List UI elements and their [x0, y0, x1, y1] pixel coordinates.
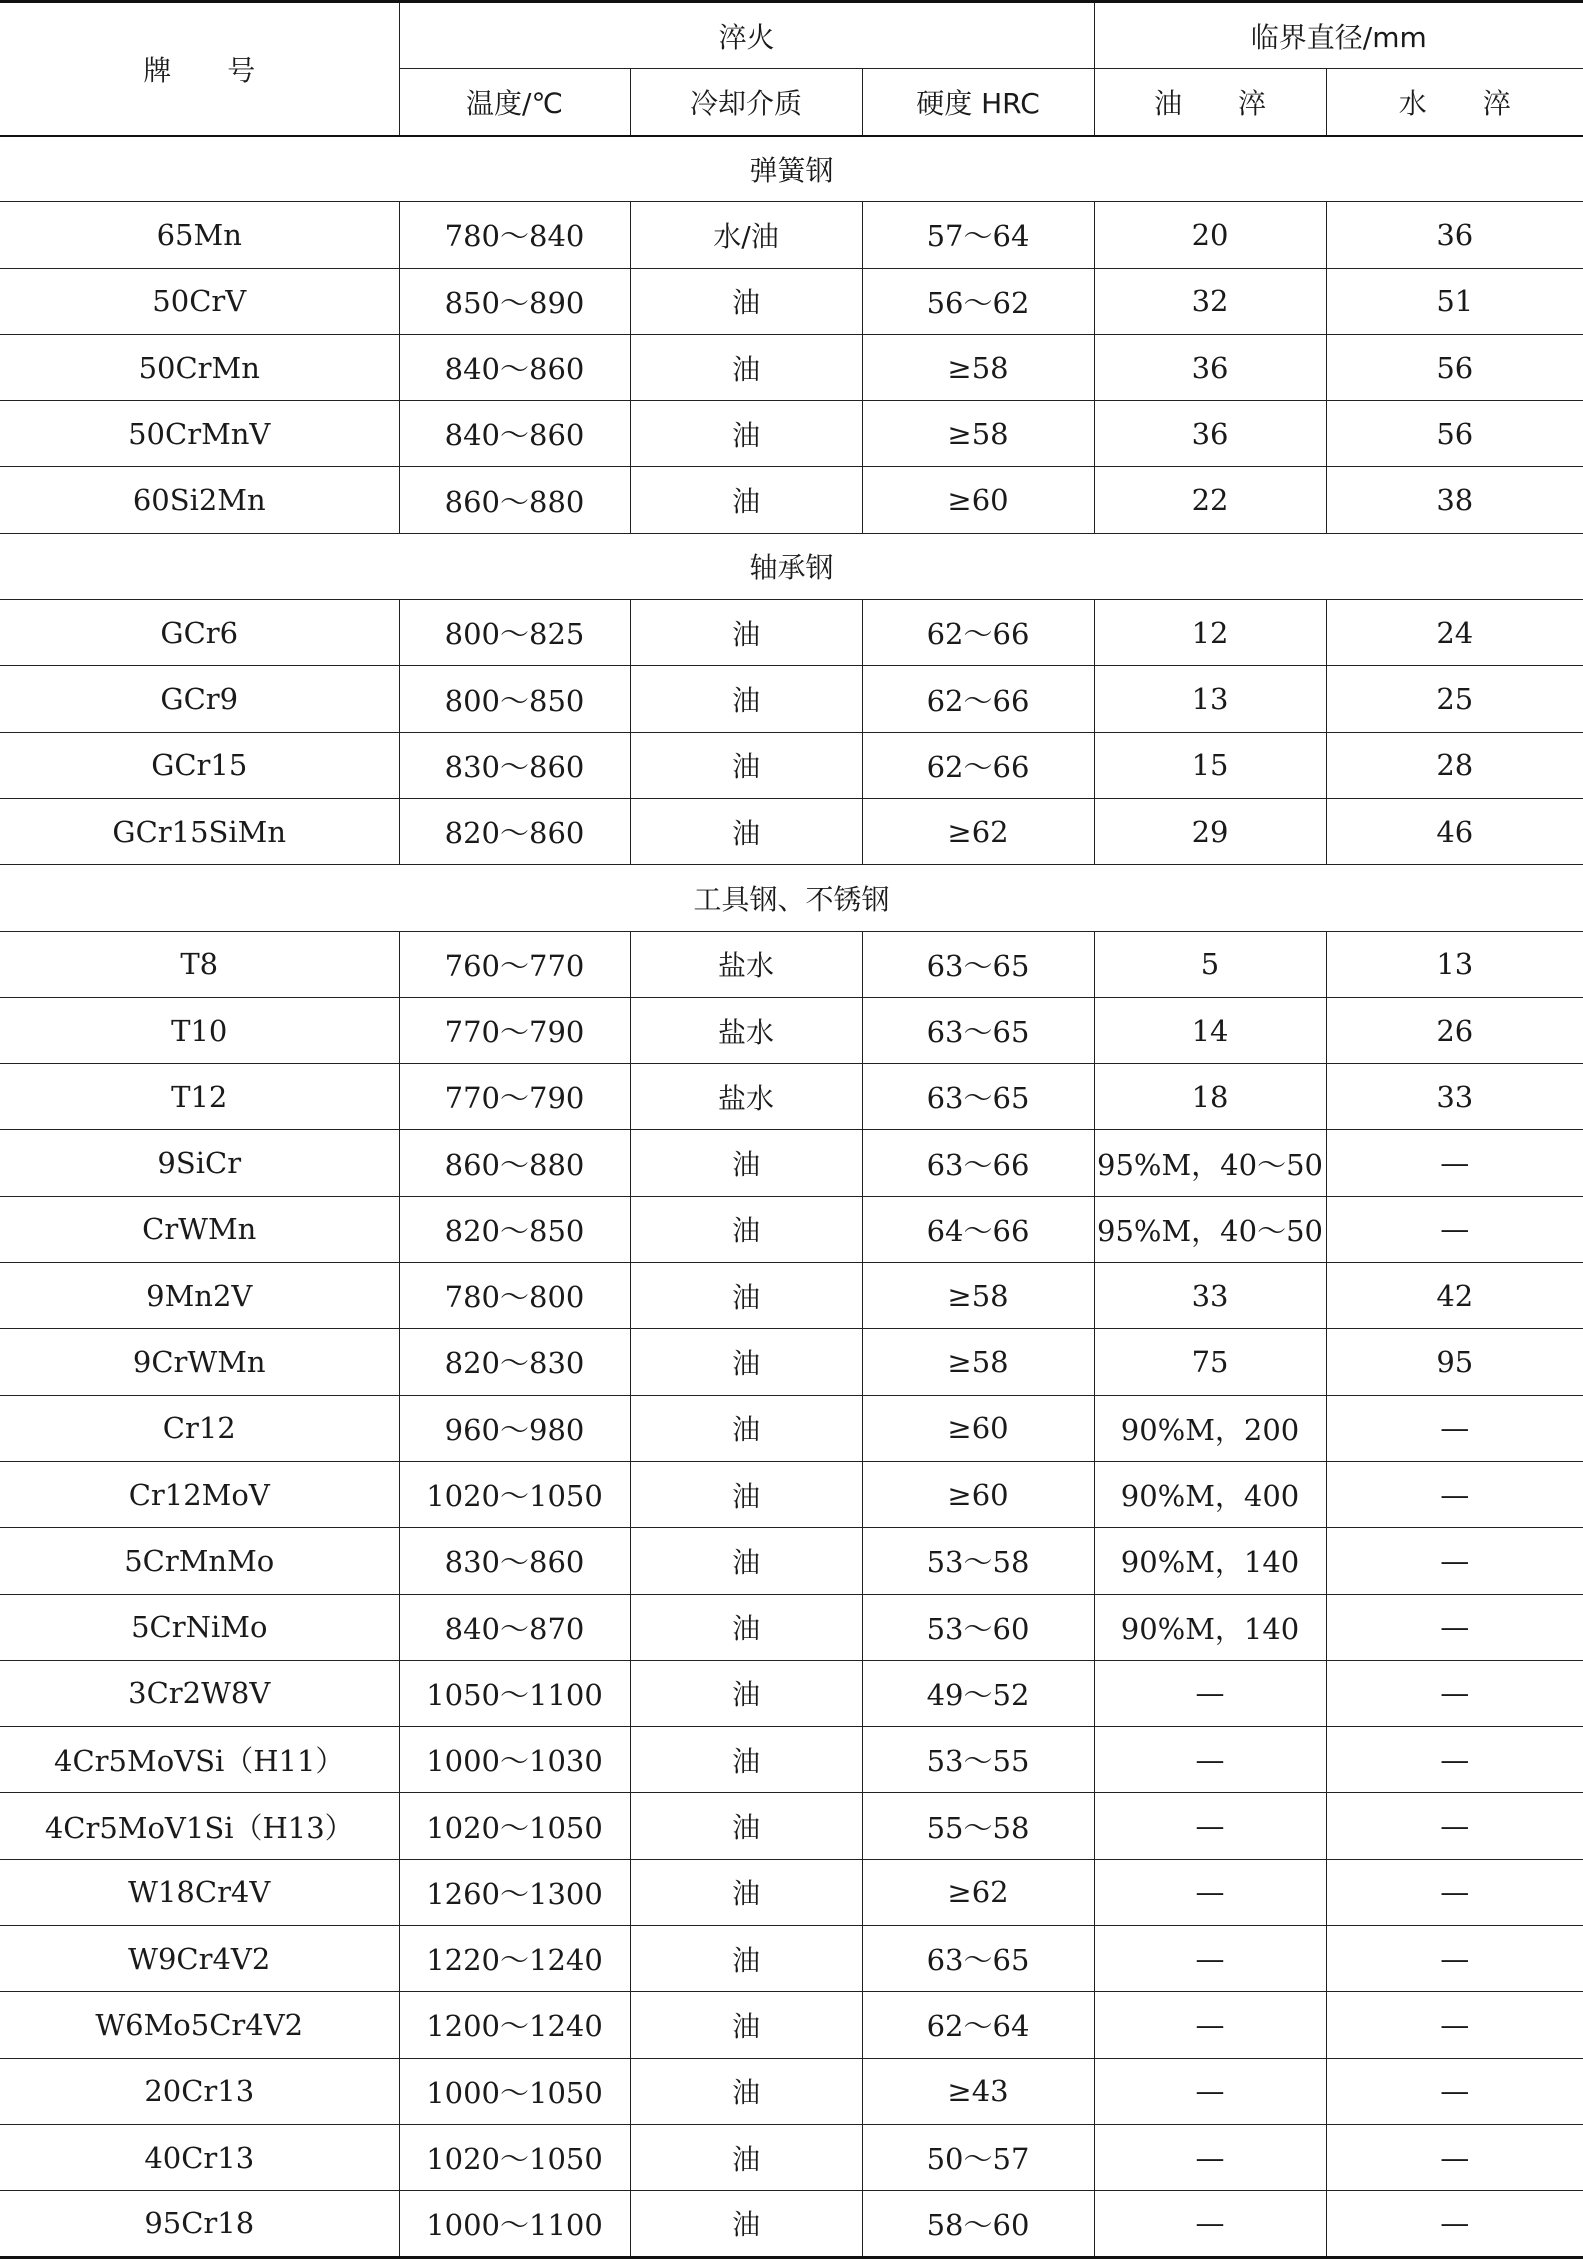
cell-water-quench: —	[1326, 1660, 1583, 1726]
cell-medium: 油	[630, 1196, 862, 1262]
cell-hardness: 50～57	[862, 2124, 1094, 2190]
cell-water-quench: 95	[1326, 1329, 1583, 1395]
cell-grade: GCr6	[0, 600, 399, 666]
cell-hardness: 62～66	[862, 666, 1094, 732]
cell-hardness: ≥58	[862, 401, 1094, 467]
cell-medium: 油	[630, 1594, 862, 1660]
cell-grade: 4Cr5MoVSi（H11）	[0, 1727, 399, 1793]
cell-medium: 油	[630, 732, 862, 798]
cell-medium: 油	[630, 401, 862, 467]
table-row	[0, 1727, 1583, 1793]
table-row	[0, 1660, 1583, 1726]
cell-water-quench: —	[1326, 1196, 1583, 1262]
cell-oil-quench: 32	[1094, 268, 1326, 334]
cell-oil-quench: —	[1094, 2124, 1326, 2190]
cell-oil-quench: 95%M，40～50	[1094, 1196, 1326, 1262]
cell-hardness: 63～65	[862, 1064, 1094, 1130]
cell-water-quench: —	[1326, 1528, 1583, 1594]
table-row	[0, 732, 1583, 798]
cell-water-quench: —	[1326, 1395, 1583, 1461]
cell-water-quench: 56	[1326, 334, 1583, 400]
cell-temperature: 1260～1300	[399, 1859, 630, 1925]
cell-temperature: 780～840	[399, 202, 630, 268]
cell-oil-quench: 90%M，400	[1094, 1461, 1326, 1527]
cell-oil-quench: —	[1094, 1992, 1326, 2058]
cell-temperature: 760～770	[399, 931, 630, 997]
section-header-row	[0, 136, 1583, 202]
cell-grade: 3Cr2W8V	[0, 1660, 399, 1726]
cell-water-quench: 24	[1326, 600, 1583, 666]
cell-water-quench: —	[1326, 1130, 1583, 1196]
cell-oil-quench: —	[1094, 1727, 1326, 1793]
cell-medium: 油	[630, 1859, 862, 1925]
cell-grade: W18Cr4V	[0, 1859, 399, 1925]
cell-grade: 50CrMnV	[0, 401, 399, 467]
cell-temperature: 850～890	[399, 268, 630, 334]
cell-grade: 50CrMn	[0, 334, 399, 400]
table-row	[0, 931, 1583, 997]
cell-medium: 油	[630, 2191, 862, 2257]
cell-hardness: 62～66	[862, 732, 1094, 798]
table-row	[0, 1528, 1583, 1594]
table-row	[0, 1329, 1583, 1395]
cell-medium: 油	[630, 798, 862, 864]
header-critical-diameter-group: 临界直径/mm	[1094, 2, 1583, 69]
cell-temperature: 1000～1100	[399, 2191, 630, 2257]
cell-oil-quench: 22	[1094, 467, 1326, 533]
cell-hardness: 56～62	[862, 268, 1094, 334]
cell-hardness: 58～60	[862, 2191, 1094, 2257]
cell-oil-quench: 18	[1094, 1064, 1326, 1130]
cell-temperature: 770～790	[399, 1064, 630, 1130]
table-row	[0, 334, 1583, 400]
cell-oil-quench: —	[1094, 1660, 1326, 1726]
cell-grade: Cr12	[0, 1395, 399, 1461]
cell-water-quench: 36	[1326, 202, 1583, 268]
cell-medium: 油	[630, 1329, 862, 1395]
cell-water-quench: —	[1326, 2124, 1583, 2190]
cell-water-quench: —	[1326, 1727, 1583, 1793]
table-row	[0, 1461, 1583, 1527]
cell-oil-quench: —	[1094, 1859, 1326, 1925]
table-row	[0, 1130, 1583, 1196]
table-row	[0, 2191, 1583, 2257]
table-row	[0, 666, 1583, 732]
cell-medium: 油	[630, 1263, 862, 1329]
cell-temperature: 1220～1240	[399, 1926, 630, 1992]
cell-grade: 50CrV	[0, 268, 399, 334]
cell-oil-quench: 90%M，200	[1094, 1395, 1326, 1461]
cell-hardness: ≥58	[862, 1329, 1094, 1395]
cell-medium: 油	[630, 1528, 862, 1594]
cell-temperature: 1020～1050	[399, 1793, 630, 1859]
cell-medium: 盐水	[630, 1064, 862, 1130]
cell-water-quench: 46	[1326, 798, 1583, 864]
cell-grade: W9Cr4V2	[0, 1926, 399, 1992]
cell-hardness: 55～58	[862, 1793, 1094, 1859]
cell-temperature: 800～825	[399, 600, 630, 666]
cell-grade: T12	[0, 1064, 399, 1130]
table-row	[0, 401, 1583, 467]
cell-hardness: 53～60	[862, 1594, 1094, 1660]
cell-grade: 5CrNiMo	[0, 1594, 399, 1660]
cell-grade: CrWMn	[0, 1196, 399, 1262]
header-temperature: 温度/℃	[399, 69, 630, 136]
cell-medium: 油	[630, 1395, 862, 1461]
cell-grade: 9Mn2V	[0, 1263, 399, 1329]
cell-hardness: 62～66	[862, 600, 1094, 666]
cell-grade: T8	[0, 931, 399, 997]
table-row	[0, 1926, 1583, 1992]
cell-grade: GCr15	[0, 732, 399, 798]
cell-oil-quench: —	[1094, 2191, 1326, 2257]
table-row	[0, 1064, 1583, 1130]
cell-medium: 盐水	[630, 931, 862, 997]
cell-temperature: 960～980	[399, 1395, 630, 1461]
cell-grade: 60Si2Mn	[0, 467, 399, 533]
cell-grade: GCr9	[0, 666, 399, 732]
cell-grade: 65Mn	[0, 202, 399, 268]
section-title: 轴承钢	[0, 533, 1583, 599]
cell-water-quench: —	[1326, 1461, 1583, 1527]
cell-medium: 油	[630, 1793, 862, 1859]
header-hardness: 硬度 HRC	[862, 69, 1094, 136]
cell-medium: 油	[630, 268, 862, 334]
cell-oil-quench: —	[1094, 2058, 1326, 2124]
cell-water-quench: 28	[1326, 732, 1583, 798]
header-cooling-medium: 冷却介质	[630, 69, 862, 136]
cell-medium: 油	[630, 600, 862, 666]
header-quench-group: 淬火	[399, 2, 1094, 69]
cell-grade: 20Cr13	[0, 2058, 399, 2124]
cell-water-quench: 56	[1326, 401, 1583, 467]
cell-hardness: ≥58	[862, 334, 1094, 400]
cell-hardness: ≥60	[862, 467, 1094, 533]
cell-water-quench: 42	[1326, 1263, 1583, 1329]
cell-temperature: 770～790	[399, 997, 630, 1063]
cell-oil-quench: 14	[1094, 997, 1326, 1063]
cell-hardness: 63～65	[862, 931, 1094, 997]
cell-hardness: 49～52	[862, 1660, 1094, 1726]
cell-oil-quench: 33	[1094, 1263, 1326, 1329]
cell-hardness: ≥43	[862, 2058, 1094, 2124]
cell-oil-quench: 29	[1094, 798, 1326, 864]
table-row	[0, 1992, 1583, 2058]
cell-hardness: ≥62	[862, 798, 1094, 864]
cell-temperature: 1020～1050	[399, 2124, 630, 2190]
cell-oil-quench: 13	[1094, 666, 1326, 732]
cell-hardness: 63～65	[862, 997, 1094, 1063]
cell-water-quench: —	[1326, 1926, 1583, 1992]
cell-grade: 40Cr13	[0, 2124, 399, 2190]
cell-grade: 5CrMnMo	[0, 1528, 399, 1594]
cell-oil-quench: 12	[1094, 600, 1326, 666]
cell-water-quench: 38	[1326, 467, 1583, 533]
cell-medium: 油	[630, 2058, 862, 2124]
cell-grade: 9CrWMn	[0, 1329, 399, 1395]
cell-temperature: 840～860	[399, 401, 630, 467]
cell-water-quench: —	[1326, 2058, 1583, 2124]
cell-temperature: 800～850	[399, 666, 630, 732]
cell-hardness: 57～64	[862, 202, 1094, 268]
table-row	[0, 1196, 1583, 1262]
header-grade: 牌 号	[0, 2, 399, 136]
cell-medium: 油	[630, 1660, 862, 1726]
cell-hardness: ≥60	[862, 1461, 1094, 1527]
cell-temperature: 1050～1100	[399, 1660, 630, 1726]
cell-grade: Cr12MoV	[0, 1461, 399, 1527]
cell-medium: 油	[630, 1727, 862, 1793]
cell-water-quench: 25	[1326, 666, 1583, 732]
cell-hardness: 64～66	[862, 1196, 1094, 1262]
cell-oil-quench: —	[1094, 1793, 1326, 1859]
cell-temperature: 830～860	[399, 1528, 630, 1594]
cell-medium: 油	[630, 1461, 862, 1527]
table-row	[0, 1263, 1583, 1329]
cell-oil-quench: 5	[1094, 931, 1326, 997]
table-row	[0, 467, 1583, 533]
cell-hardness: ≥62	[862, 1859, 1094, 1925]
cell-oil-quench: 15	[1094, 732, 1326, 798]
cell-grade: GCr15SiMn	[0, 798, 399, 864]
cell-medium: 盐水	[630, 997, 862, 1063]
cell-oil-quench: 20	[1094, 202, 1326, 268]
cell-temperature: 860～880	[399, 467, 630, 533]
cell-temperature: 820～850	[399, 1196, 630, 1262]
section-header-row	[0, 533, 1583, 599]
cell-medium: 水/油	[630, 202, 862, 268]
cell-water-quench: 13	[1326, 931, 1583, 997]
header-water-quench: 水 淬	[1326, 69, 1583, 136]
cell-temperature: 780～800	[399, 1263, 630, 1329]
cell-medium: 油	[630, 334, 862, 400]
section-header-row	[0, 865, 1583, 931]
table-row	[0, 798, 1583, 864]
cell-hardness: ≥60	[862, 1395, 1094, 1461]
cell-medium: 油	[630, 1992, 862, 2058]
cell-grade: 95Cr18	[0, 2191, 399, 2257]
cell-temperature: 840～870	[399, 1594, 630, 1660]
cell-hardness: 53～55	[862, 1727, 1094, 1793]
table-row	[0, 997, 1583, 1063]
cell-water-quench: —	[1326, 1859, 1583, 1925]
cell-oil-quench: 90%M，140	[1094, 1528, 1326, 1594]
section-title: 工具钢、不锈钢	[0, 865, 1583, 931]
cell-grade: 9SiCr	[0, 1130, 399, 1196]
cell-water-quench: 33	[1326, 1064, 1583, 1130]
cell-hardness: ≥58	[862, 1263, 1094, 1329]
table-row	[0, 1594, 1583, 1660]
cell-temperature: 820～830	[399, 1329, 630, 1395]
cell-grade: W6Mo5Cr4V2	[0, 1992, 399, 2058]
cell-water-quench: —	[1326, 1992, 1583, 2058]
section-title: 弹簧钢	[0, 136, 1583, 202]
cell-grade: T10	[0, 997, 399, 1063]
cell-oil-quench: 95%M，40～50	[1094, 1130, 1326, 1196]
cell-oil-quench: 90%M，140	[1094, 1594, 1326, 1660]
table-row	[0, 600, 1583, 666]
cell-hardness: 62～64	[862, 1992, 1094, 2058]
cell-medium: 油	[630, 2124, 862, 2190]
cell-hardness: 53～58	[862, 1528, 1094, 1594]
cell-temperature: 860～880	[399, 1130, 630, 1196]
cell-oil-quench: 36	[1094, 401, 1326, 467]
cell-oil-quench: 75	[1094, 1329, 1326, 1395]
cell-hardness: 63～65	[862, 1926, 1094, 1992]
cell-temperature: 1000～1030	[399, 1727, 630, 1793]
table-row	[0, 268, 1583, 334]
cell-medium: 油	[630, 1926, 862, 1992]
cell-temperature: 1020～1050	[399, 1461, 630, 1527]
table-row	[0, 2124, 1583, 2190]
cell-medium: 油	[630, 467, 862, 533]
cell-temperature: 1000～1050	[399, 2058, 630, 2124]
header-oil-quench: 油 淬	[1094, 69, 1326, 136]
cell-oil-quench: 36	[1094, 334, 1326, 400]
cell-water-quench: 51	[1326, 268, 1583, 334]
cell-temperature: 1200～1240	[399, 1992, 630, 2058]
cell-water-quench: —	[1326, 1793, 1583, 1859]
cell-water-quench: 26	[1326, 997, 1583, 1063]
table-row	[0, 2058, 1583, 2124]
cell-hardness: 63～66	[862, 1130, 1094, 1196]
cell-water-quench: —	[1326, 2191, 1583, 2257]
cell-water-quench: —	[1326, 1594, 1583, 1660]
table-body	[0, 136, 1583, 2258]
cell-temperature: 820～860	[399, 798, 630, 864]
cell-temperature: 830～860	[399, 732, 630, 798]
cell-grade: 4Cr5MoV1Si（H13）	[0, 1793, 399, 1859]
cell-temperature: 840～860	[399, 334, 630, 400]
cell-medium: 油	[630, 666, 862, 732]
table-row	[0, 1793, 1583, 1859]
cell-oil-quench: —	[1094, 1926, 1326, 1992]
table-row	[0, 1859, 1583, 1925]
table-row	[0, 1395, 1583, 1461]
table-row	[0, 202, 1583, 268]
cell-medium: 油	[630, 1130, 862, 1196]
